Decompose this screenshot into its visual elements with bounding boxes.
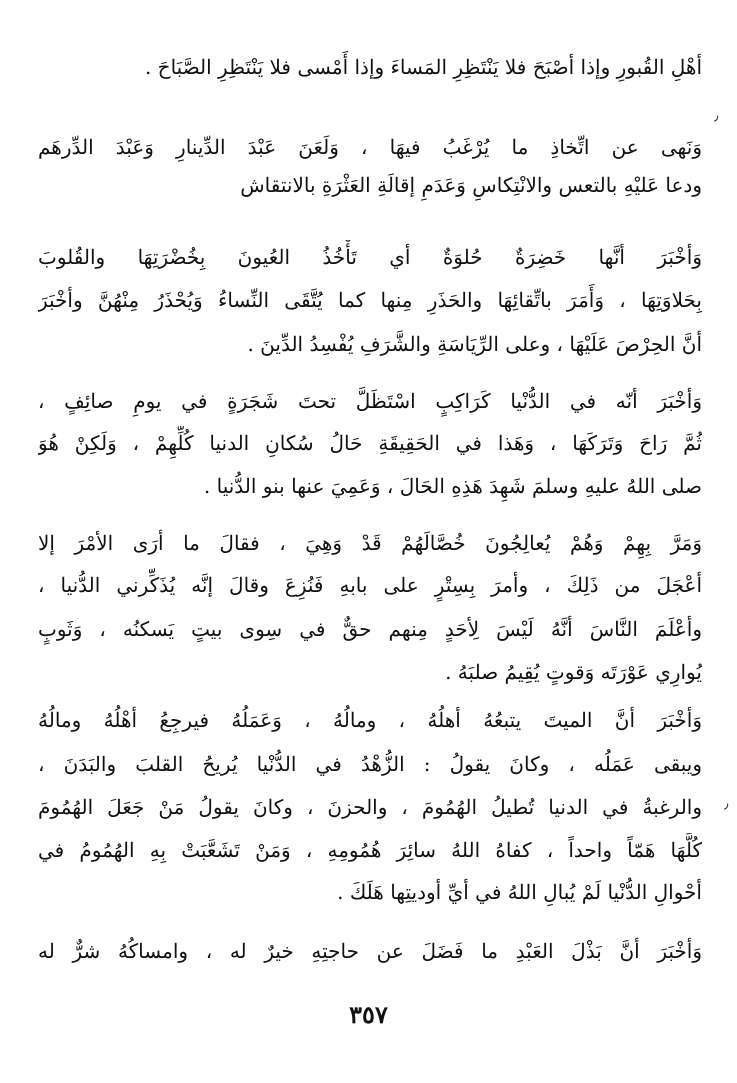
text-line: بِحَلاوَتِهَا ، وَأَمَرَ باتِّقائِهَا والحَذَرِ مِنها كما يُتَّقَى النِّساءُ وَيُحْذَرُ مِنْهُنَّ وأخْبَرَ [38,288,702,312]
text-line: كُلَّهَا هَمّاً واحداً ، كفاهُ اللهُ سائِرَ هُمُومِهِ ، وَمَنْ تَشَعَّبَتْ بِهِ الهُمُومُ في [38,838,702,862]
text-line: ويبقى عَمَلُه ، وكانَ يقولُ : الزُّهْدُ في الدُّنْيا يُريحُ القلبَ والبَدَنَ ، [38,752,702,776]
text-line: وَنَهى عن اتِّخاذِ ما يُرْغَبُ فيهَا ، وَلَعَنَ عَبْدَ الدِّينارِ وَعَبْدَ الدِّرهَم [38,135,702,159]
text-line: يُوارِي عَوْرَتَه وَقوتٍ يُقِيمُ صلبَهُ . [445,660,702,684]
text-line: وأعْلَمَ النَّاسَ أنَّهُ لَيْسَ لِأحَدٍ مِنهم حقٌّ في سِوى بيتٍ يَسكنُه ، وَثَوبٍ [38,617,702,641]
text-line: وَمَرَّ بِهِمْ وَهُمْ يُعالِجُونَ خُصَّالَهُمْ قَدْ وَهِيَ ، فقالَ ما أرَى الأمْرَ إلا [38,531,702,555]
text-line: أحْوالِ الدُّنْيا لَمْ يُبالِ اللهُ في أيِّ أوديتِها هَلَكَ . [337,880,702,904]
text-line: أنَّ الحِرْصَ عَلَيْهَا ، وعلى الرِّيَاسَةِ والشَّرَفِ يُفْسِدُ الدِّينَ . [247,332,702,356]
text-line: والرغبةُ في الدنيا تُطيلُ الهُمُومَ ، والحزنَ ، وكانَ يقولُ مَنْ جَعَلَ الهُمُومَ [38,795,702,819]
margin-mark: ٫ [724,796,729,812]
text-line: أهْلِ القُبورِ وإذا أصْبَحَ فلا يَنْتَظِرِ المَساءَ وإذا أَمْسى فلا يَنْتَظِرِ الصَّبَاحَ . [144,55,702,79]
text-line: ودعا عَليْهِ بالتعس والانْتِكاسِ وَعَدَمِ إقالَةِ العَثْرَةِ بالانتقاش [240,173,702,197]
text-line: أعْجَلَ من ذَلِكَ ، وأمرَ بِسِتْرٍ على بابهِ فَنُزِعَ وقالَ إنَّه يُذَكِّرني الدُّنيا ، [38,573,702,597]
text-line: وَأخْبَرَ أنَّ بَذْلَ العَبْدِ ما فَضَلَ عن حاجتِهِ خيرٌ له ، وامساكُهُ شرٌّ له [38,939,702,963]
margin-mark: ٫ [714,108,719,124]
text-line: وَأخْبَرَ أنَّ الميتَ يتبعُهُ أهلُهُ ، ومالُهُ ، وَعَمَلُهُ فيرجِعُ أهْلُهُ ومالُهُ [38,708,702,732]
text-line: صلى اللهُ عليهِ وسلمَ شَهِدَ هَذِهِ الحَالَ ، وَعَمِيَ عنها بنو الدُّنيا . [203,474,702,498]
text-line: ثُمَّ رَاحَ وَتَرَكَهَا ، وَهَذا في الحَقِيقَةِ حَالُ سُكانِ الدنيا كُلِّهِمْ ، وَلَكِنْ هُوَ [38,431,702,455]
text-line: وَأخْبَرَ أنّه في الدُّنْيا كَرَاكِبٍ اسْتَظَلَّ تحتَ شَجَرَةٍ في يومِ صائِفٍ ، [38,389,702,413]
page-number: ٣٥٧ [349,1000,388,1029]
text-line: وَأخْبَرَ أنَّها خَضِرَةٌ حُلوَةٌ أي تَأْخُذُ العُيونَ بِخُضْرَتِهَا والقُلوبَ [38,245,702,269]
